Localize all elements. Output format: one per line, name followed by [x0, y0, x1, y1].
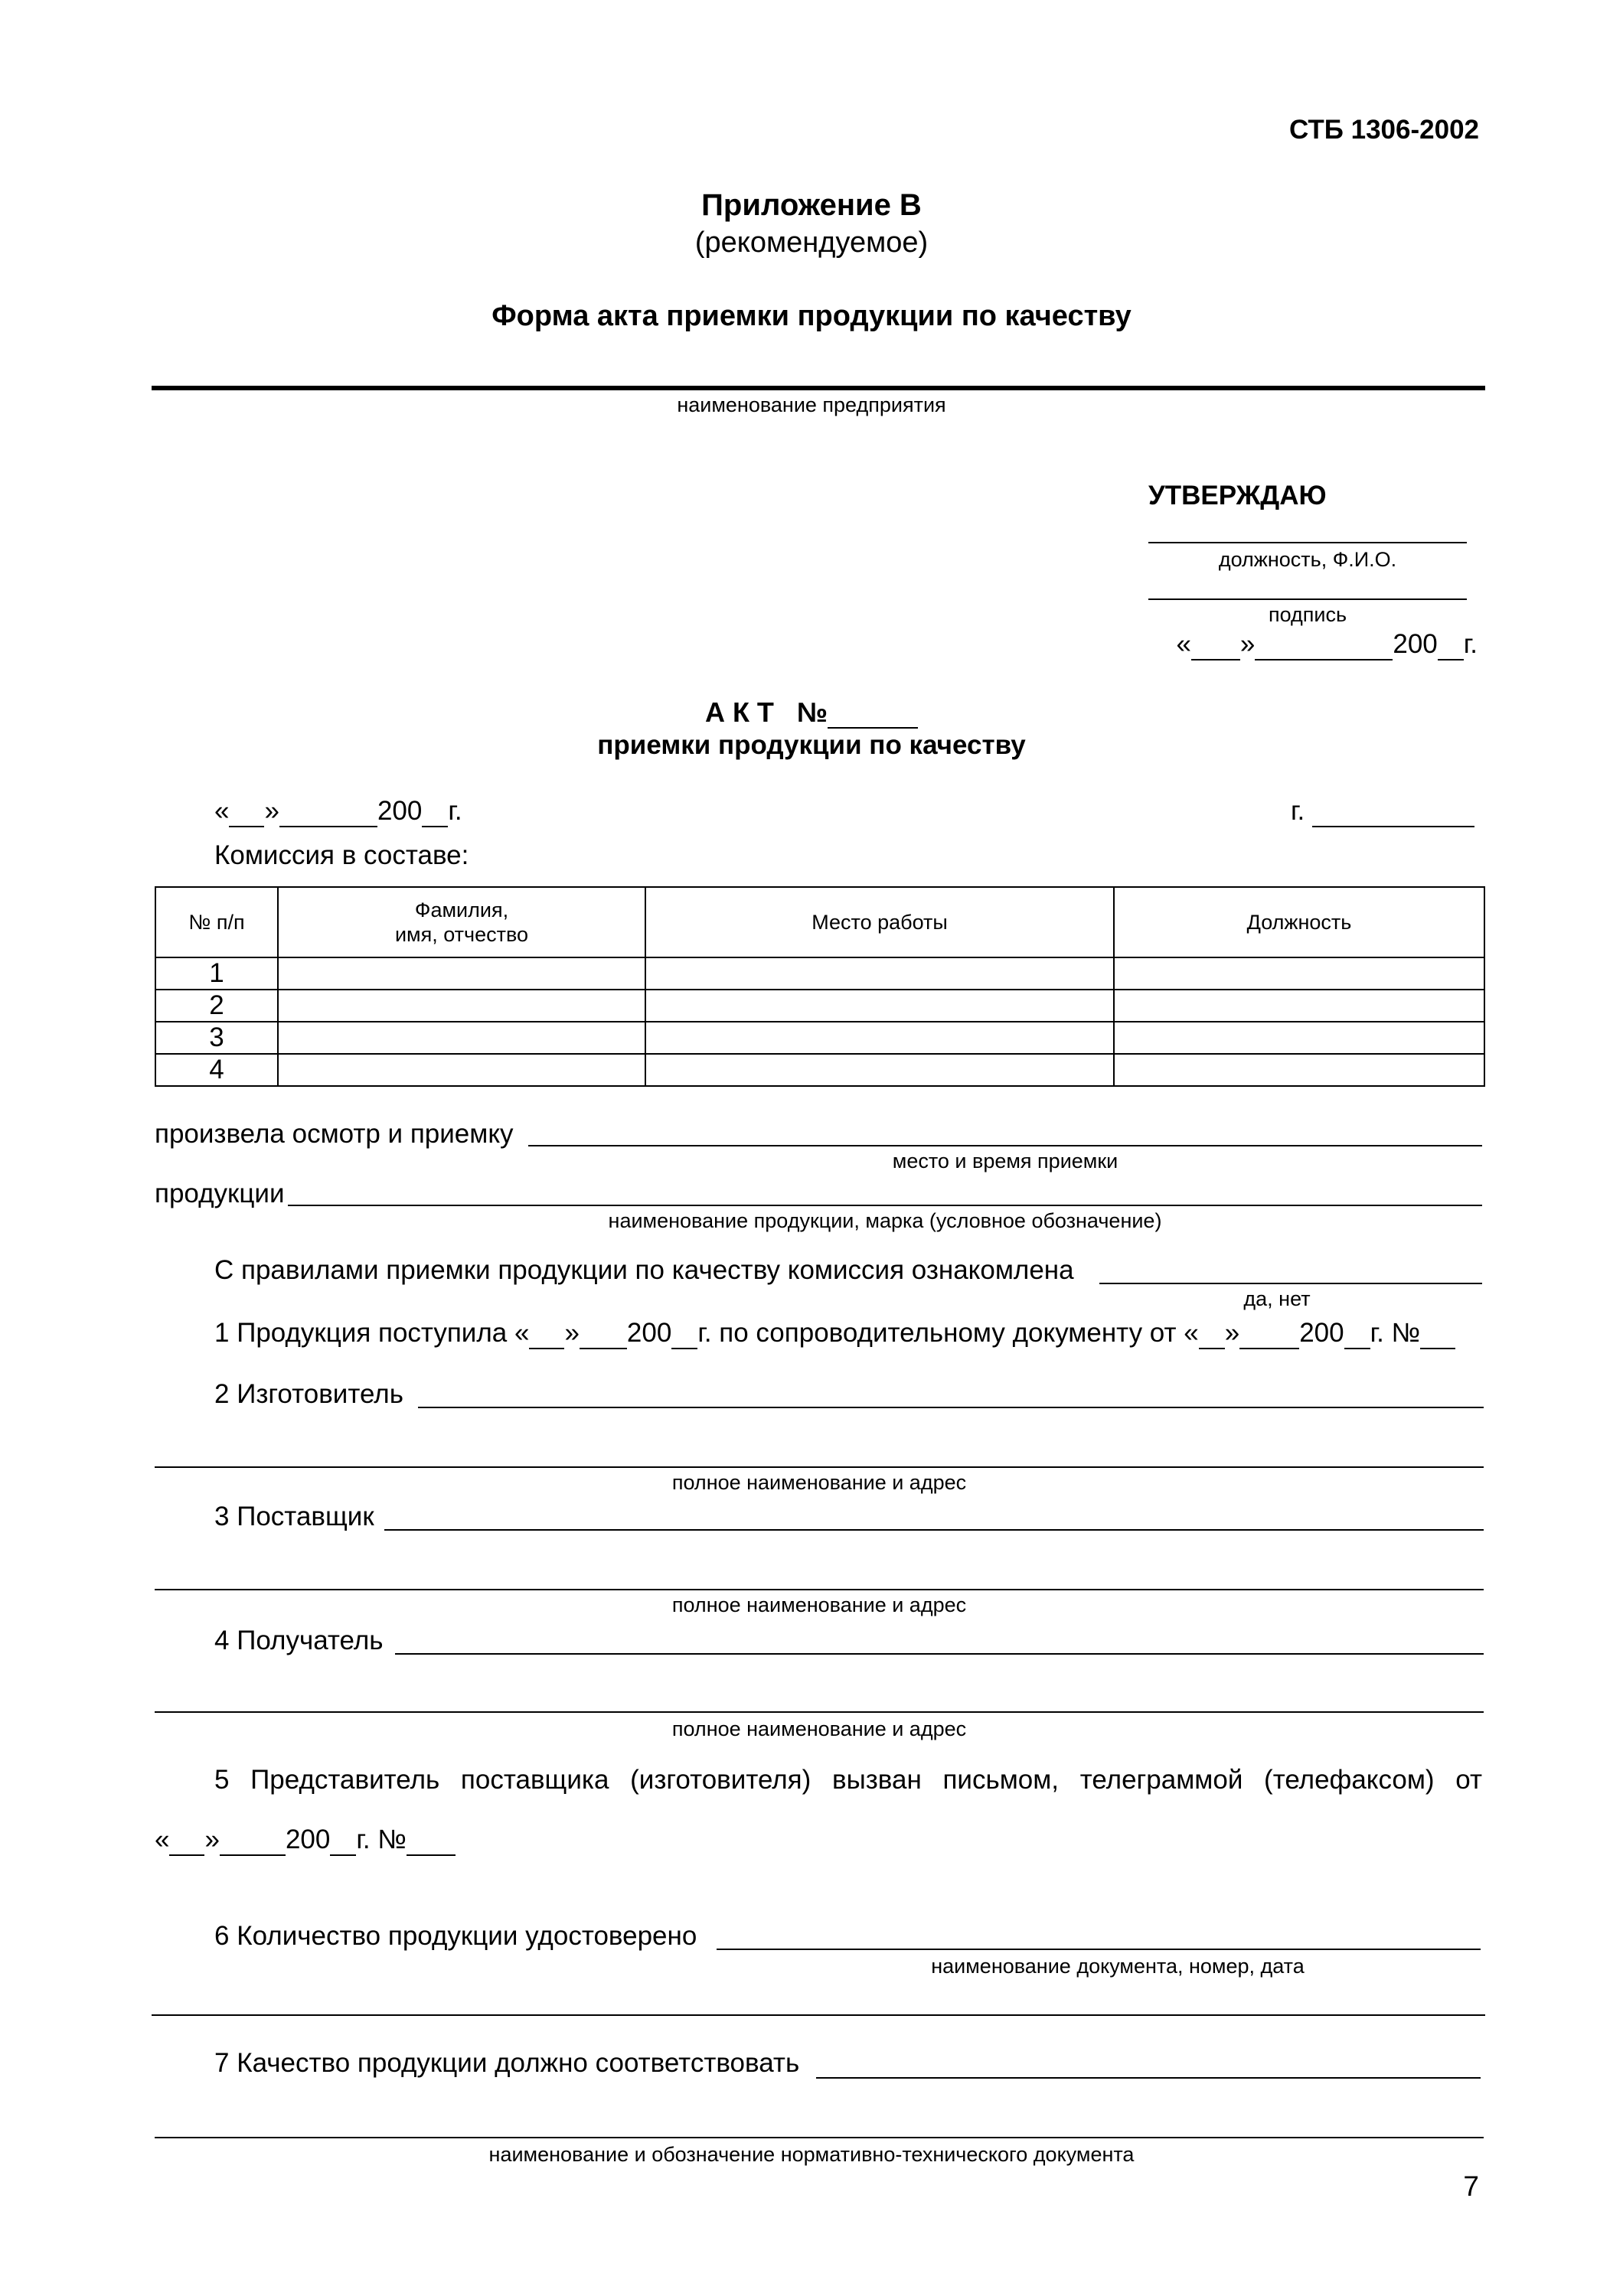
table-cell[interactable] [645, 1022, 1114, 1054]
approval-signature-line [1148, 598, 1467, 600]
table-cell[interactable] [278, 957, 645, 990]
row-number: 4 [155, 1054, 278, 1086]
enterprise-line [152, 386, 1485, 390]
item6-line-2[interactable] [152, 2014, 1485, 2016]
row-number: 1 [155, 957, 278, 990]
column-header: № п/п [155, 887, 278, 957]
rules-label: С правилами приемки продукции по качеству комиссия ознакомлена [214, 1255, 1074, 1285]
product-line[interactable] [288, 1205, 1482, 1206]
act-date[interactable]: « » 200 г. [214, 796, 462, 826]
item7-line[interactable] [816, 2077, 1481, 2079]
item4-line-2[interactable] [155, 1711, 1484, 1713]
inspection-hint: место и время приемки [892, 1150, 1118, 1172]
item5-text: 5 Представитель поставщика (изготовителя) вызван письмом, телеграммой (телефаксом) от [214, 1765, 1482, 1795]
standard-code: СТБ 1306-2002 [1288, 115, 1479, 145]
item2-hint: полное наименование и адрес [671, 1471, 967, 1494]
column-header: Должность [1114, 887, 1484, 957]
table-cell[interactable] [645, 957, 1114, 990]
page-number: 7 [1463, 2170, 1479, 2202]
inspection-label: произвела осмотр и приемку [155, 1119, 514, 1149]
product-hint: наименование продукции, марка (условное обозначение) [608, 1209, 1162, 1232]
approval-position-hint: должность, Ф.И.О. [1218, 548, 1397, 571]
column-header: Фамилия, имя, отчество [278, 887, 645, 957]
item4-line[interactable] [395, 1653, 1484, 1655]
item3-hint: полное наименование и адрес [671, 1593, 967, 1616]
table-header-row [155, 887, 1484, 957]
table-row [155, 990, 1484, 1022]
appendix-title: Приложение В [701, 188, 922, 222]
item2-line[interactable] [418, 1407, 1484, 1408]
approval-date[interactable]: « » 200 г. [1176, 629, 1478, 659]
table-cell[interactable] [645, 1054, 1114, 1086]
item2-line-2[interactable] [155, 1466, 1484, 1468]
approval-position-line [1148, 542, 1467, 543]
approval-title: УТВЕРЖДАЮ [1148, 481, 1327, 510]
table-row [155, 1022, 1484, 1054]
item7-line-2[interactable] [155, 2137, 1484, 2138]
table-cell[interactable] [1114, 990, 1484, 1022]
form-title: Форма акта приемки продукции по качеству [491, 300, 1132, 332]
row-number: 2 [155, 990, 278, 1022]
enterprise-hint: наименование предприятия [677, 393, 946, 416]
table-row [155, 1054, 1484, 1086]
item3-line-2[interactable] [155, 1589, 1484, 1590]
approval-signature-hint: подпись [1268, 603, 1347, 626]
rules-hint: да, нет [1243, 1287, 1311, 1310]
inspection-line[interactable] [528, 1145, 1482, 1146]
table-cell[interactable] [1114, 1054, 1484, 1086]
item4-hint: полное наименование и адрес [671, 1717, 967, 1740]
item1-receipt[interactable]: 1 Продукция поступила « » 200 г. по сопроводительному документу от « » 200 г. № [214, 1318, 1455, 1349]
table-cell[interactable] [278, 1022, 645, 1054]
product-label: продукции [155, 1179, 285, 1208]
act-subtitle: приемки продукции по качеству [597, 730, 1026, 760]
item6-label: 6 Количество продукции удостоверено [214, 1921, 697, 1951]
item3-label: 3 Поставщик [214, 1502, 374, 1531]
table-cell[interactable] [1114, 957, 1484, 990]
item7-label: 7 Качество продукции должно соответствовать [214, 2048, 800, 2078]
table-row [155, 957, 1484, 990]
rules-line[interactable] [1099, 1283, 1482, 1284]
item3-line[interactable] [384, 1529, 1484, 1531]
table-cell[interactable] [1114, 1022, 1484, 1054]
act-city[interactable]: г. [1291, 796, 1474, 827]
item4-label: 4 Получатель [214, 1626, 384, 1655]
item2-label: 2 Изготовитель [214, 1379, 403, 1409]
act-title: А К Т № [0, 696, 1623, 729]
table-cell[interactable] [278, 990, 645, 1022]
commission-table [155, 886, 1485, 1087]
commission-label: Комиссия в составе: [214, 840, 469, 870]
table-cell[interactable] [278, 1054, 645, 1086]
item6-line[interactable] [717, 1949, 1481, 1950]
column-header: Место работы [645, 887, 1114, 957]
item6-hint: наименование документа, номер, дата [931, 1955, 1305, 1978]
row-number: 3 [155, 1022, 278, 1054]
item5-date[interactable]: « » 200 г. № [155, 1825, 456, 1856]
item7-hint: наименование и обозначение нормативно-технического документа [488, 2143, 1135, 2166]
appendix-subtitle: (рекомендуемое) [694, 227, 929, 259]
table-cell[interactable] [645, 990, 1114, 1022]
